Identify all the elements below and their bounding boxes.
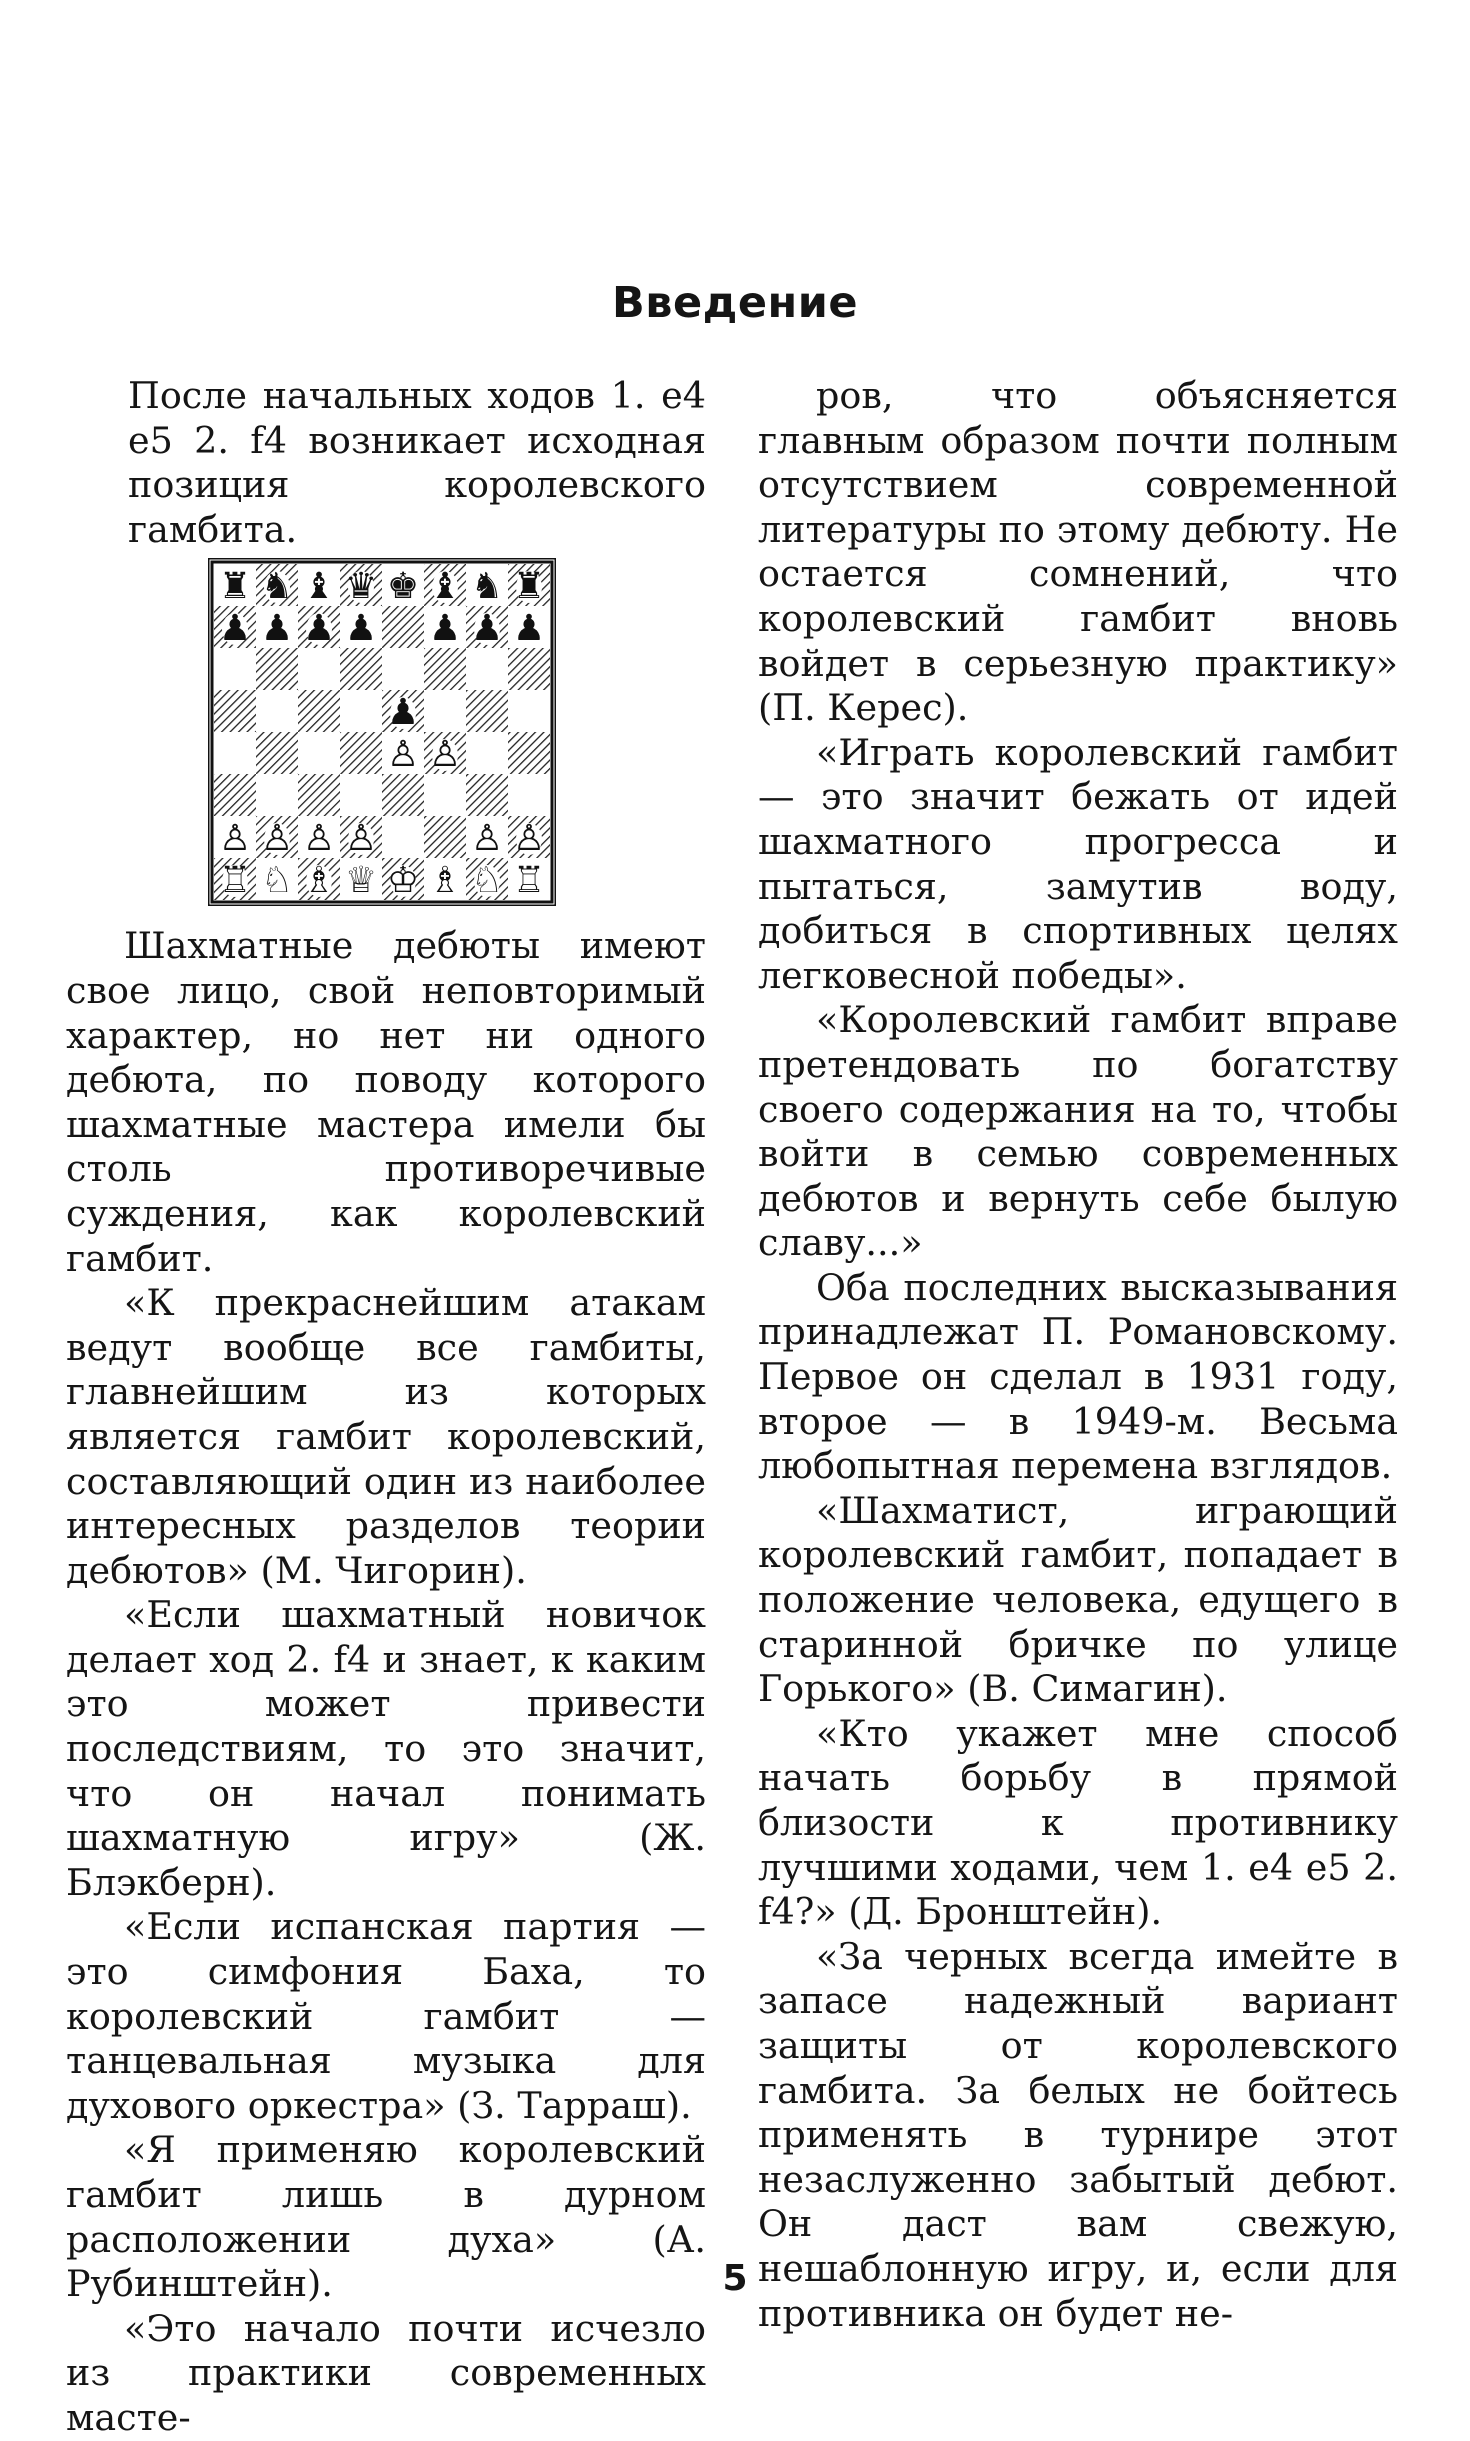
black-pawn-icon: ♟ [512,608,546,650]
page-number: 5 [722,2258,748,2299]
black-bishop-icon: ♝ [302,566,336,608]
white-king-icon: ♔ [386,860,420,902]
text-paragraph: «Если шахматный новичок делает ход 2. f4 и знает, к каким это может привести последствиям, то это значит, что он начал понимать шахматную игру» (Ж. Блэкберн). [66,1593,706,1904]
black-rook-icon: ♜ [218,566,252,608]
chess-diagram-wrapper [66,552,706,924]
intro-paragraph: После начальных ходов 1. e4 e5 2. f4 возникает исходная позиция королевского гамбита. [128,374,706,551]
white-knight-icon: ♘ [470,860,504,902]
black-pawn-icon: ♟ [344,608,378,650]
dark-square-d6 [340,648,382,690]
light-square-g4 [466,732,508,774]
light-square-e2 [382,816,424,858]
white-pawn-icon: ♙ [218,818,252,860]
dark-square-g5 [466,690,508,732]
chapter-title: Введение [611,278,859,328]
black-king-icon: ♚ [386,566,420,608]
light-square-h5 [508,690,550,732]
text-paragraph: «Это начало почти исчезло из практики современных масте- [66,2306,706,2439]
text-paragraph: «Я применяю королевский гамбит лишь в дурном расположении духа» (А. Рубинштейн). [66,2128,706,2306]
white-bishop-icon: ♗ [302,860,336,902]
text-paragraph: Оба последних высказывания принадлежат П. Романовскому. Первое он сделал в 1931 году, второе — в 1949-м. Весьма любопытная перемена взглядов. [758,1265,1398,1488]
black-pawn-icon: ♟ [218,608,252,650]
text-paragraph: «Шахматист, играющий королевский гамбит, попадает в положение человека, едущего в старинной бричке по улице Горького» (В. Симагин). [758,1488,1398,1711]
left-column [66,374,706,2441]
text-paragraph: «Играть королевский гамбит — это значит бежать от идей шахматного прогресса и пытаться, замутив воду, добиться в спортивных целях легковесной победы». [758,730,1398,997]
light-square-g6 [466,648,508,690]
dark-square-g3 [466,774,508,816]
text-paragraph: «За черных всегда имейте в запасе надежный вариант защиты от королевского гамбита. За белых не бойтесь применять в турнире этот незаслуженно забытый дебют. Он даст вам свежую, нешаблонную игру, и, если для противника он будет не- [758,1934,1398,2335]
black-knight-icon: ♞ [470,566,504,608]
white-rook-icon: ♖ [512,860,546,902]
black-pawn-icon: ♟ [302,608,336,650]
text-paragraph: ров, что объясняется главным образом почти полным отсутствием современной литературы по этому дебюту. Не остается сомнений, что королевский гамбит вновь войдет в серьезную практику» (П. Керес). [758,374,1398,730]
chess-diagram [208,558,556,906]
right-column [758,374,1398,2336]
right-paragraphs [758,374,1398,2336]
light-square-b5 [256,690,298,732]
black-pawn-icon: ♟ [428,608,462,650]
light-square-f5 [424,690,466,732]
light-square-e6 [382,648,424,690]
black-knight-icon: ♞ [260,566,294,608]
dark-square-b4 [256,732,298,774]
black-rook-icon: ♜ [512,566,546,608]
dark-square-f2 [424,816,466,858]
dark-square-b6 [256,648,298,690]
text-paragraph: «Королевский гамбит вправе претендовать по богатству своего содержания на то, чтобы войти в семью современных дебютов и вернуть себе былую славу...» [758,998,1398,1265]
dark-square-e3 [382,774,424,816]
black-pawn-icon: ♟ [470,608,504,650]
white-pawn-icon: ♙ [512,818,546,860]
white-bishop-icon: ♗ [428,860,462,902]
black-queen-icon: ♛ [344,566,378,608]
dark-square-a3 [214,774,256,816]
dark-square-c5 [298,690,340,732]
light-square-c4 [298,732,340,774]
dark-square-h6 [508,648,550,690]
white-rook-icon: ♖ [218,860,252,902]
white-pawn-icon: ♙ [302,818,336,860]
text-paragraph: Шахматные дебюты имеют свое лицо, свой неповторимый характер, но нет ни одного дебюта, по поводу которого шахматные мастера имели бы столь противоречивые суждения, как королевский гамбит. [66,924,706,1280]
dark-square-h4 [508,732,550,774]
white-knight-icon: ♘ [260,860,294,902]
white-pawn-icon: ♙ [260,818,294,860]
text-paragraph: «Кто укажет мне способ начать борьбу в прямой близости к противнику лучшими ходами, чем 1. e4 e5 2. f4?» (Д. Бронштейн). [758,1711,1398,1934]
light-square-a4 [214,732,256,774]
left-paragraphs [66,924,706,2440]
white-pawn-icon: ♙ [386,734,420,776]
text-paragraph: «Если испанская партия — это симфония Баха, то королевский гамбит — танцевальная музыка для духового оркестра» (З. Тарраш). [66,1905,706,2127]
light-square-f3 [424,774,466,816]
dark-square-c3 [298,774,340,816]
light-square-c6 [298,648,340,690]
light-square-a6 [214,648,256,690]
white-pawn-icon: ♙ [344,818,378,860]
dark-square-a5 [214,690,256,732]
dark-square-d4 [340,732,382,774]
white-pawn-icon: ♙ [470,818,504,860]
light-square-b3 [256,774,298,816]
black-pawn-icon: ♟ [386,692,420,734]
white-queen-icon: ♕ [344,860,378,902]
light-square-h3 [508,774,550,816]
black-pawn-icon: ♟ [260,608,294,650]
white-pawn-icon: ♙ [428,734,462,776]
dark-square-e7 [382,606,424,648]
black-bishop-icon: ♝ [428,566,462,608]
light-square-d5 [340,690,382,732]
dark-square-f6 [424,648,466,690]
text-paragraph: «К прекраснейшим атакам ведут вообще все гамбиты, главнейшим из которых является гамбит королевский, составляющий один из наиболее интересных разделов теории дебютов» (М. Чигорин). [66,1281,706,1592]
light-square-d3 [340,774,382,816]
